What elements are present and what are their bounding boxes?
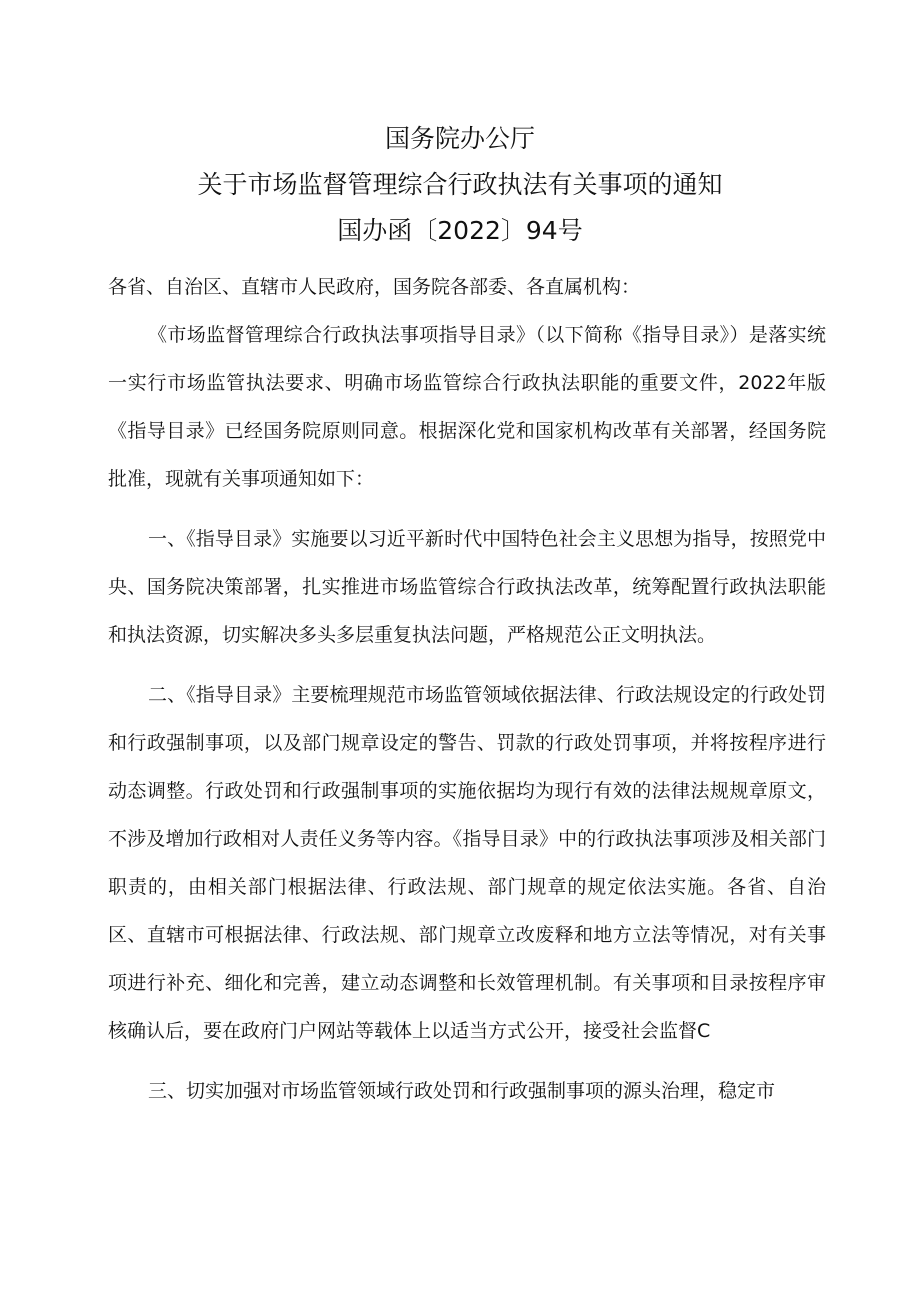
paragraph-two: 二、《指导目录》主要梳理规范市场监管领域依据法律、行政法规设定的行政处罚和行政强制事项，以及部门规章设定的警告、罚款的行政处罚事项，并将按程序进行动态调整。行政处罚和行政强制事项的实施依据均为现行有效的法律法规规章原文，不涉及增加行政相对人责任义务等内容。《指导目录》中的行政执法事项涉及相关部门职责的，由相关部门根据法律、行政法规、部门规章的规定依法实施。各省、自治区、直辖市可根据法律、行政法规、部门规章立改废释和地方立法等情况，对有关事项进行补充、细化和完善，建立动态调整和长效管理机制。有关事项和目录按程序审核确认后，要在政府门户网站等载体上以适当方式公开，接受社会监督C [108, 684, 826, 1042]
paragraph-one: 一、《指导目录》实施要以习近平新时代中国特色社会主义思想为指导，按照党中央、国务院决策部署，扎实推进市场监管综合行政执法改革，统筹配置行政执法职能和执法资源，切实解决多头多层重复执法问题，严格规范公正文明执法。 [108, 528, 826, 646]
issuing-office: 国务院办公厅 [384, 124, 535, 153]
notice-title: 关于市场监督管理综合行政执法有关事项的通知 [197, 170, 723, 199]
document-number: 国办函〔2022〕94号 [337, 216, 583, 245]
salutation: 各省、自治区、直辖市人民政府，国务院各部委、各直属机构： [108, 276, 641, 298]
paragraph-intro: 《市场监督管理综合行政执法事项指导目录》（以下简称《指导目录》）是落实统一实行市场监管执法要求、明确市场监管综合行政执法职能的重要文件，2022年版《指导目录》已经国务院原则同意。根据深化党和国家机构改革有关部署，经国务院批准，现就有关事项通知如下： [108, 324, 826, 490]
document-title [0, 116, 920, 254]
document-body [108, 263, 826, 1115]
paragraph-three: 三、切实加强对市场监管领域行政处罚和行政强制事项的源头治理，稳定市 [148, 1080, 776, 1102]
